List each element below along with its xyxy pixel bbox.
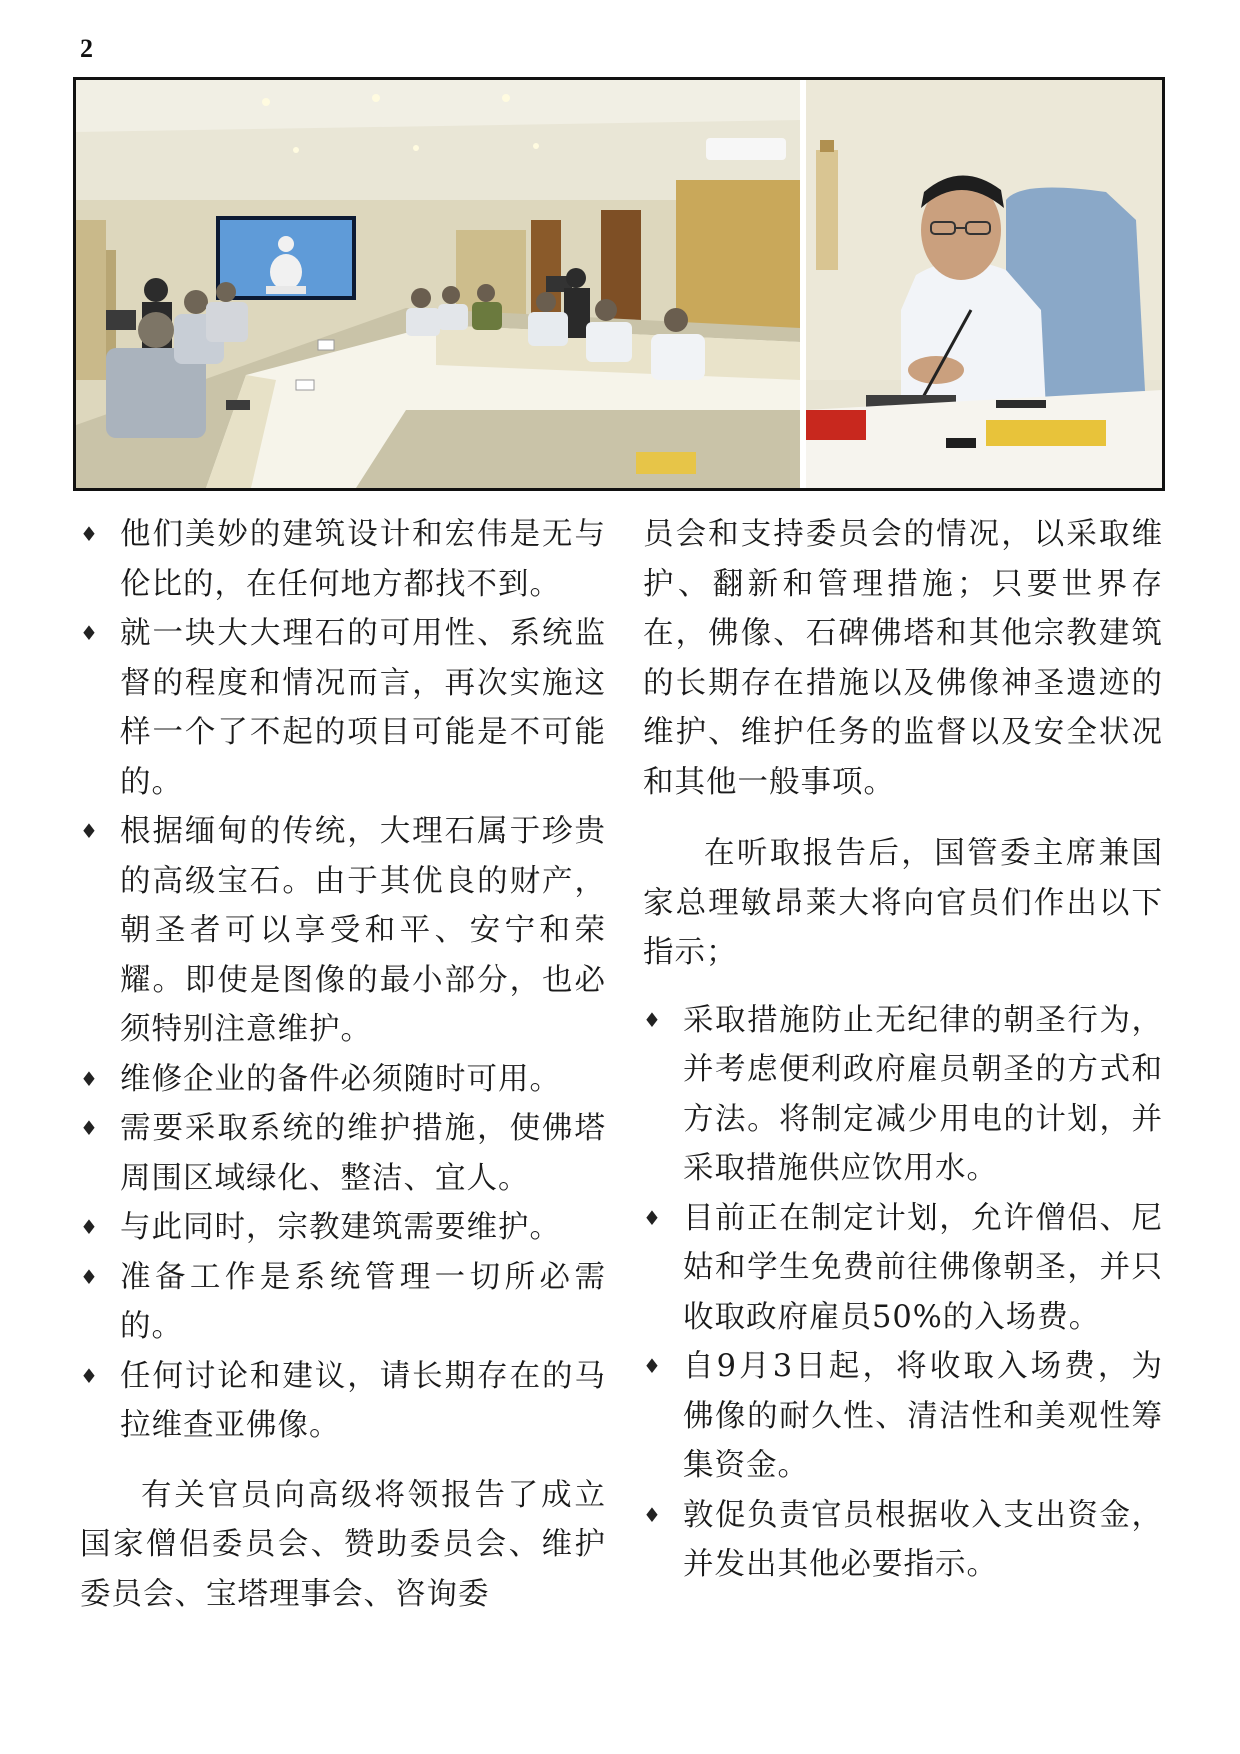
page-number: 2 — [80, 34, 93, 63]
diamond-bullet-icon: ♦ — [80, 1215, 99, 1239]
speaker-portrait-photo — [806, 80, 1162, 488]
list-item — [80, 1253, 606, 1352]
diamond-bullet-icon: ♦ — [80, 522, 99, 546]
list-item — [80, 609, 606, 807]
right-column — [643, 510, 1163, 1590]
diamond-bullet-icon: ♦ — [80, 1116, 99, 1140]
bullet-text: 与此同时，宗教建筑需要维护。 — [120, 1210, 561, 1245]
list-item — [80, 1104, 606, 1203]
diamond-bullet-icon: ♦ — [80, 1066, 99, 1091]
list-item — [80, 1055, 606, 1105]
meeting-room-photo — [76, 80, 800, 488]
diamond-bullet-icon: ♦ — [80, 819, 99, 843]
bullet-text: 他们美妙的建筑设计和宏伟是无与伦比的，在任何地方都找不到。 — [120, 517, 606, 602]
diamond-bullet-icon: ♦ — [643, 1205, 662, 1230]
bullet-text: 目前正在制定计划，允许僧侣、尼姑和学生免费前往佛像朝圣，并只收取政府雇员50%的入场费。 — [683, 1200, 1163, 1335]
diamond-bullet-icon: ♦ — [80, 1264, 99, 1289]
bullet-text: 维修企业的备件必须随时可用。 — [120, 1061, 561, 1097]
left-column — [80, 510, 606, 1619]
list-item — [643, 1194, 1163, 1343]
list-item — [80, 1352, 606, 1451]
bullet-text: 自9月3日起，将收取入场费，为佛像的耐久性、清洁性和美观性筹集资金。 — [683, 1349, 1163, 1483]
bullet-text: 敦促负责官员根据收入支出资金，并发出其他必要指示。 — [683, 1497, 1163, 1582]
diamond-bullet-icon: ♦ — [80, 621, 99, 645]
list-item — [80, 510, 606, 609]
bullet-text: 就一块大大理石的可用性、系统监督的程度和情况而言，再次实施这样一个了不起的项目可能是不可能的。 — [120, 616, 606, 800]
list-item — [643, 996, 1163, 1194]
body-paragraph: 有关官员向高级将领报告了成立国家僧侣委员会、赞助委员会、维护委员会、宝塔理事会、咨询委 — [80, 1477, 606, 1612]
bullet-text: 准备工作是系统管理一切所必需的。 — [120, 1259, 606, 1344]
diamond-bullet-icon: ♦ — [643, 1007, 662, 1032]
list-item — [80, 1203, 606, 1253]
bullet-text: 采取措施防止无纪律的朝圣行为，并考虑便利政府雇员朝圣的方式和方法。将制定减少用电的计划，并采取措施供应饮用水。 — [683, 1002, 1163, 1186]
continued-paragraph: 员会和支持委员会的情况，以采取维护、翻新和管理措施；只要世界存在，佛像、石碑佛塔和其他宗教建筑的长期存在措施以及佛像神圣遗迹的维护、维护任务的监督以及安全状况和其他一般事项。 — [643, 517, 1163, 800]
bullet-text: 根据缅甸的传统，大理石属于珍贵的高级宝石。由于其优良的财产，朝圣者可以享受和平、安宁和荣耀。即使是图像的最小部分，也必须特别注意维护。 — [120, 814, 606, 1047]
list-item — [643, 1342, 1163, 1491]
list-item — [643, 1491, 1163, 1590]
list-item — [80, 807, 606, 1055]
diamond-bullet-icon: ♦ — [643, 1354, 662, 1378]
diamond-bullet-icon: ♦ — [80, 1363, 99, 1388]
diamond-bullet-icon: ♦ — [643, 1502, 662, 1527]
photo-strip — [73, 77, 1165, 491]
bullet-text: 任何讨论和建议，请长期存在的马拉维查亚佛像。 — [120, 1358, 606, 1443]
bullet-text: 需要采取系统的维护措施，使佛塔周围区域绿化、整洁、宜人。 — [120, 1111, 606, 1196]
body-paragraph: 在听取报告后，国管委主席兼国家总理敏昂莱大将向官员们作出以下指示； — [643, 836, 1163, 970]
